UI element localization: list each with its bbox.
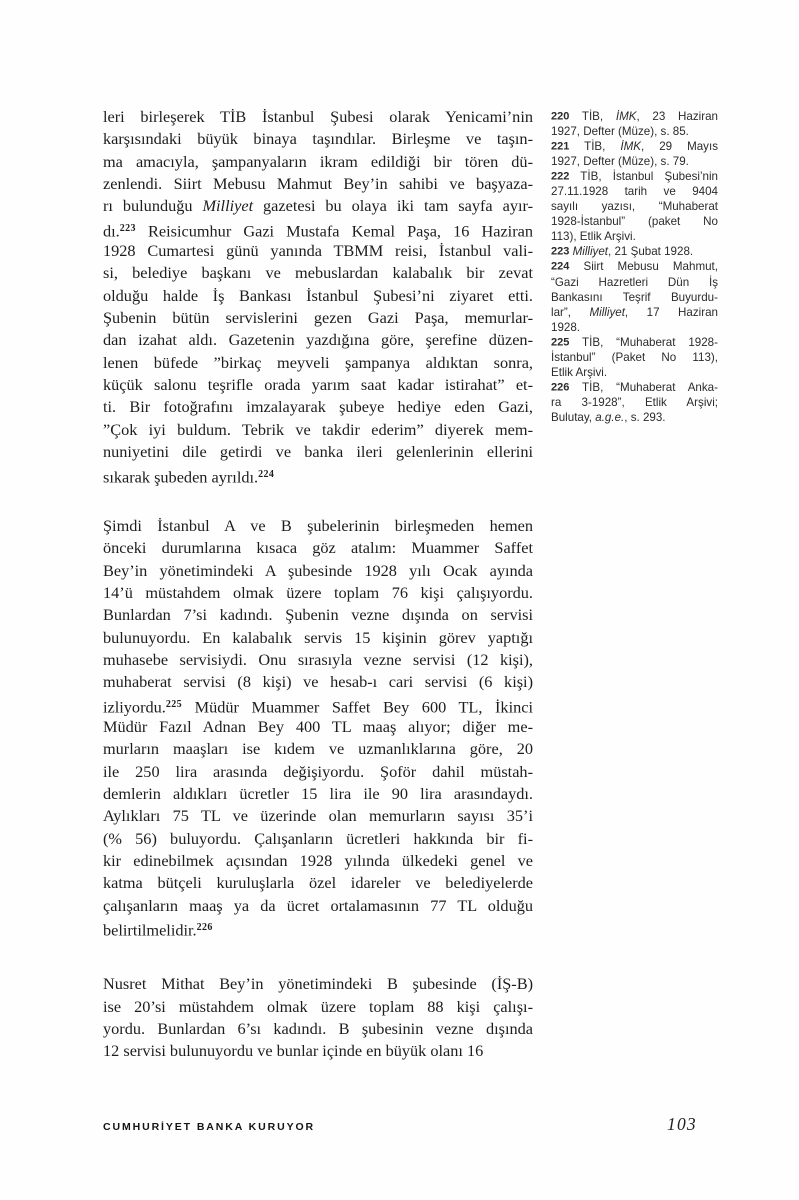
text-line [103,285,533,307]
text-run: ”Çok iyi buldum. Tebrik ve takdir ederim” diyerek mem- [103,419,533,439]
footnote-marker: 223 [119,222,136,234]
text-line [103,627,533,649]
text-run: belirtilmelidir. [103,920,197,940]
text-line [103,805,533,827]
note-number: 223 [551,245,570,258]
text-line [551,320,718,335]
text-line [551,380,718,395]
text-line [103,1040,533,1062]
text-line [551,184,718,199]
text-line [551,124,718,139]
text-run: si, belediye başkanı ve mebuslardan kalabalık bir zevat [103,263,533,283]
text-run: (% 56) buluyordu. Çalışanların ücretleri hakkında bir fi- [103,828,533,848]
text-run: , s. 293. [624,410,666,424]
text-line [103,582,533,604]
text-run: , 21 Şubat 1928. [608,245,694,259]
text-line [103,828,533,850]
text-run: 1927, Defter (Müze), s. 85. [551,125,689,139]
text-line [103,996,533,1018]
text-run: Nusret Mithat Bey’in yönetimindeki B şubesinde (İŞ-B) [103,974,533,994]
margin-note [551,380,718,425]
text-line [551,244,718,259]
text-line [551,395,718,410]
text-line [103,872,533,894]
text-line [551,214,718,229]
text-run: “Gazi Hazretleri Dün İş [551,275,718,289]
text-run: çalışanların maaş ya da ücret ortalamasının 77 TL olduğu [103,895,533,915]
text-line [103,537,533,559]
text-line [551,365,718,380]
text-run: sıkarak şubeden ayrıldı. [103,467,259,486]
text-run: rı bulunduğu [103,196,203,216]
text-run: 12 servisi bulunuyordu ve bunlar içinde en büyük olanı 16 [103,1041,484,1061]
text-run: dan izahat aldı. Gazetenin yazdığına göre, şerefine düzen- [103,330,533,350]
margin-note [551,259,718,334]
italic-text: İMK [615,110,637,123]
text-line [103,441,533,463]
text-line [103,195,533,217]
text-line [103,218,533,240]
text-line [103,464,533,486]
italic-text: Milliyet [202,196,254,216]
text-line [103,895,533,917]
text-run: Müdür Fazıl Adnan Bey 400 TL maaş alıyor; diğer me- [103,716,533,736]
italic-text: a.g.e. [595,410,625,424]
text-line [103,783,533,805]
italic-text: Milliyet [572,245,609,259]
text-run: ra 3-1928”, Etlik Arşivi; [551,395,718,409]
text-line [103,694,533,716]
text-line [103,515,533,537]
text-run: İstanbul” (Paket No 113), [551,350,718,364]
text-line [103,917,533,939]
text-run: 1928-İstanbul” (paket No [551,215,718,229]
text-run: TİB, İstanbul Şubesi’nin [569,170,718,184]
text-line [551,335,718,350]
text-run: Müdür Muammer Saffet Bey 600 TL, İkinci [182,697,533,716]
text-line [103,973,533,995]
text-line [551,199,718,214]
text-run: Etlik Arşivi. [551,365,608,379]
text-line [551,275,718,290]
text-line [103,396,533,418]
text-run: Şubenin bütün servislerini gezen Gazi Paşa, memurlar- [103,308,533,328]
text-run: Bulutay, [551,410,596,424]
text-line [103,761,533,783]
text-line [103,240,533,262]
margin-note [551,169,718,244]
text-run: 1928. [551,320,581,334]
text-run: sayılı yazısı, “Muhaberat [551,200,718,214]
text-run: leri birleşerek TİB İstanbul Şubesi olarak Yenicami’nin [103,107,533,126]
text-run: Şimdi İstanbul A ve B şubelerinin birleşmeden hemen [103,515,533,535]
text-run: izliyordu. [103,697,166,716]
text-run: 1928 Cumartesi günü yanında TBMM reisi, İstanbul vali- [103,241,533,261]
text-run: muhaberat servisi (8 kişi) ve hesab-ı cari servisi (6 kişi) [103,672,533,692]
margin-note [551,139,718,169]
note-number: 225 [551,336,570,349]
note-number: 224 [551,260,570,273]
text-run: ti. Bir fotoğrafını imzalayarak şubeye hediye eden Gazi, [103,397,533,417]
text-line [103,419,533,441]
text-run: yordu. Bunlardan 6’sı kadındı. B şubesinin vezne dışında [103,1019,533,1039]
margin-note [551,335,718,380]
text-line [551,229,718,244]
text-line [103,329,533,351]
text-line [103,738,533,760]
text-run: dı. [103,221,120,241]
text-line [551,305,718,320]
margin-notes-column [551,109,718,425]
paragraph [103,106,533,486]
note-number: 226 [551,381,570,394]
text-line [551,290,718,305]
text-run: ma amacıyla, şampanyaların ikram edildiği bir tören dü- [103,151,533,171]
text-line [103,173,533,195]
text-run: ise 20’si müstahdem olmak üzere toplam 88 kişi çalışı- [103,996,533,1016]
text-run: Bunlardan 7’si kadındı. Şubenin vezne dışında on servisi [103,605,533,625]
text-line [103,560,533,582]
footnote-marker: 224 [258,468,275,480]
text-run: karşısındaki büyük binaya taşındılar. Birleşme ve taşın- [103,129,533,149]
margin-note [551,244,718,259]
text-line [551,410,718,425]
page-number: 103 [667,1114,697,1134]
text-run: olduğu halde İş Bankası İstanbul Şubesi’ni ziyaret etti. [103,285,533,305]
text-line [103,307,533,329]
text-line [103,128,533,150]
text-run: Aylıkları 75 TL ve üzerinde olan memurların sayısı 35’i [103,806,533,826]
text-run: 14’ü müstahdem olmak üzere toplam 76 kişi çalışıyordu. [103,582,533,602]
text-run: zenlendi. Siirt Mebusu Mahmut Bey’in sahibi ve başyaza- [103,174,533,194]
text-line [103,352,533,374]
text-run: lenen büfede ”birkaç meyveli şampanya aldıktan sonra, [103,352,533,372]
italic-text: İMK [620,140,641,154]
text-line [551,259,718,274]
text-run: 27.11.1928 tarih ve 9404 [551,185,718,199]
text-run: murların maaşları ise kıdem ve uzmanlıklarına göre, 20 [103,739,533,759]
text-line [551,169,718,184]
text-line [103,850,533,872]
note-number: 221 [551,140,570,153]
text-line [551,154,718,169]
text-run: Bey’in yönetimindeki A şubesinde 1928 yılı Ocak ayında [103,560,533,580]
paragraph [103,515,533,940]
note-number: 222 [551,170,570,183]
text-run: demlerin aldıkları ücretler 15 lira ile 90 lira arasındaydı. [103,783,533,803]
paragraph [103,973,533,1062]
text-run: Siirt Mebusu Mahmut, [569,260,718,274]
text-line [103,649,533,671]
text-line [103,604,533,626]
text-run: muhasebe servisiydi. Onu sırasıyla vezne servisi (12 kişi), [103,649,533,669]
text-line [103,262,533,284]
margin-note [551,109,718,139]
body-text-column [103,106,533,1063]
text-run: , 29 Mayıs [641,140,718,154]
text-run: Reisicumhur Gazi Mustafa Kemal Paşa, 16 Haziran [135,221,533,241]
text-line [103,671,533,693]
text-run: TİB, [569,140,621,154]
italic-text: Milliyet [589,305,625,319]
text-line [103,716,533,738]
text-run: TİB, [569,110,616,123]
note-number: 220 [551,110,570,123]
text-run: nuniyetini dile getirdi ve banka ileri gelenlerinin ellerini [103,442,533,462]
text-line [103,151,533,173]
text-run: , 17 Haziran [624,305,718,319]
text-run: lar”, [551,305,590,319]
text-run: küçük salonu teşrifle orada yarım saat kadar istirahat” et- [103,375,533,395]
text-line [551,109,718,124]
text-line [103,1018,533,1040]
text-line [551,139,718,154]
text-run: ile 250 lira arasında değişiyordu. Şoför dahil müstah- [103,761,533,781]
text-run: önceki durumlarına kısaca göz atalım: Muammer Saffet [103,538,533,558]
text-run: TİB, “Muhaberat 1928- [569,335,718,349]
footnote-marker: 226 [196,922,213,934]
text-run: katma bütçeli kuruluşlarla özel idareler ve belediyelerde [103,873,533,893]
text-run: gazetesi bu olaya iki tam sayfa ayır- [253,196,533,216]
text-line [103,106,533,128]
text-line [103,374,533,396]
text-run: 1927, Defter (Müze), s. 79. [551,155,689,169]
text-line [551,350,718,365]
footnote-marker: 225 [165,698,183,710]
running-footer-title: CUMHURİYET BANKA KURUYOR [103,1121,316,1133]
text-run: TİB, “Muhaberat Anka- [569,380,718,394]
text-run: bulunuyordu. En kalabalık servis 15 kişinin görev yaptığı [103,627,533,647]
text-run: kir edinebilmek açısından 1928 yılında ülkedeki genel ve [103,851,533,870]
text-run: , 23 Haziran [636,110,718,123]
text-run: 113), Etlik Arşivi. [551,230,636,244]
text-run: Bankasını Teşrif Buyurdu- [551,290,718,304]
